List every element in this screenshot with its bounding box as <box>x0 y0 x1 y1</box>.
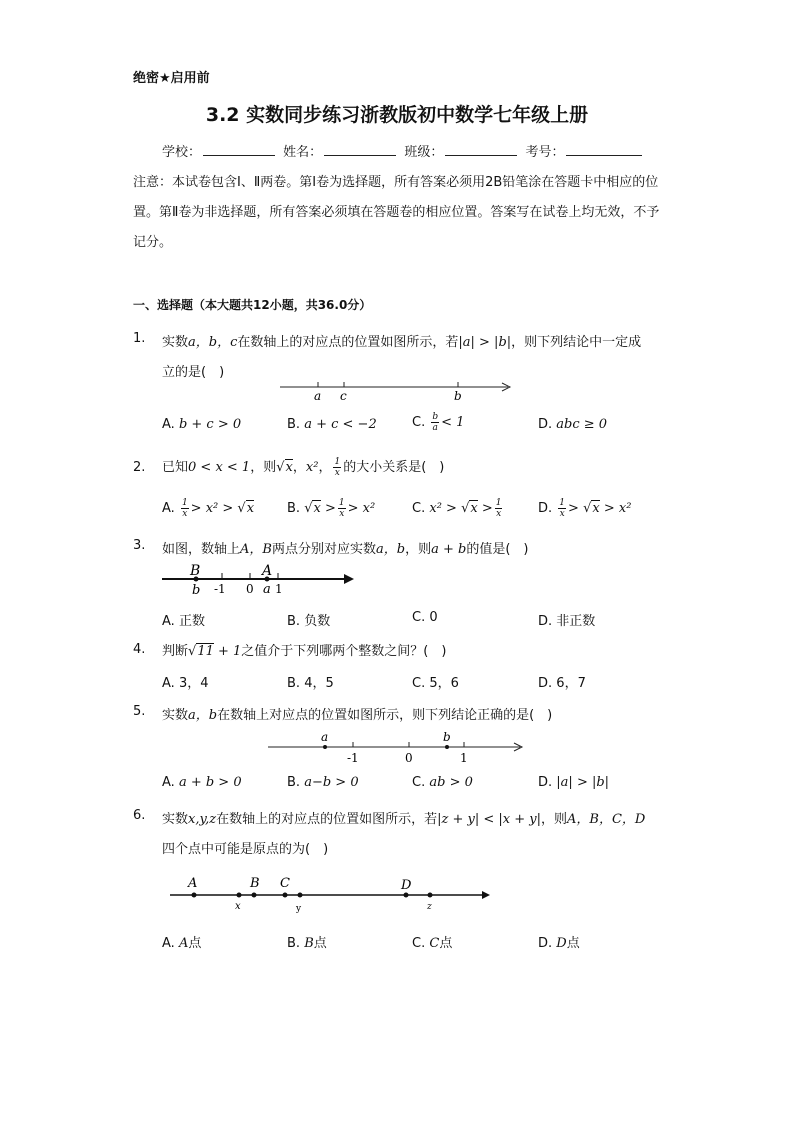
option-b[interactable]: B. B点 <box>287 936 327 951</box>
option-d[interactable]: D. |a| > |b| <box>538 775 610 790</box>
point-label-a: a <box>321 730 329 744</box>
point-label-A: A <box>188 876 198 891</box>
name-label: 姓名： <box>283 145 323 160</box>
axis-label-y: y <box>296 904 302 914</box>
question-number: 1. <box>133 331 146 346</box>
option-a[interactable]: A. a + b > 0 <box>162 775 242 790</box>
point-label-C: C <box>280 876 290 891</box>
option-c[interactable]: C. C点 <box>412 936 453 951</box>
question-text: 实数a，b在数轴上对应点的位置如图所示，则下列结论正确的是( ) <box>162 708 553 723</box>
option-a[interactable]: A. 3，4 <box>162 676 209 691</box>
option-b[interactable]: B. 4，5 <box>287 676 334 691</box>
school-label: 学校： <box>162 145 202 160</box>
question-text: 判断√11 + 1之值介于下列哪两个整数之间？( ) <box>162 644 447 659</box>
axis-label-z: z <box>427 902 432 912</box>
option-b[interactable]: B. 负数 <box>287 614 331 629</box>
axis-label-minus1: -1 <box>347 751 359 765</box>
question-number: 2. <box>133 460 146 475</box>
axis-label-c: c <box>340 389 347 403</box>
exam-notice: 注意：本试卷包含Ⅰ、Ⅱ两卷。第Ⅰ卷为选择题，所有答案必须用2B铅笔涂在答题卡中相应的位置。第Ⅱ卷为非选择题，所有答案必须填在答题卷的相应位置。答案写在试卷上均无效，不予记分。 <box>133 175 660 250</box>
option-b[interactable]: B. a−b > 0 <box>287 775 359 790</box>
option-c[interactable]: C. $\frac{b}{a}$ < 1 <box>412 412 465 433</box>
question-text: 已知0 < x < 1，则√x，x²， $\frac{1}{x}$ 的大小关系是( ) <box>162 457 445 478</box>
option-a[interactable]: A. $\frac{1}{x}$ > x² > √x <box>162 498 255 519</box>
axis-label-1: 1 <box>275 582 283 596</box>
point-label-B: B <box>190 563 201 579</box>
axis-label-1: 1 <box>460 751 468 765</box>
option-d[interactable]: D. D点 <box>538 936 580 951</box>
question-text-line2: 四个点中可能是原点的为( ) <box>162 842 329 857</box>
option-a[interactable]: A. 正数 <box>162 614 205 629</box>
exam-no-label: 考号： <box>525 145 565 160</box>
point-label-A: A <box>262 563 273 579</box>
axis-label-0: 0 <box>246 582 254 596</box>
option-c[interactable]: C. ab > 0 <box>412 775 473 790</box>
question-text: 实数a，b，c在数轴上的对应点的位置如图所示，若|a| > |b|，则下列结论中一定成 <box>162 335 642 350</box>
option-d[interactable]: D. 6，7 <box>538 676 586 691</box>
option-d[interactable]: D. 非正数 <box>538 614 596 629</box>
question-number: 3. <box>133 538 146 553</box>
option-c[interactable]: C. 5，6 <box>412 676 459 691</box>
question-text: 如图，数轴上A，B两点分别对应实数a，b，则a + b的值是( ) <box>162 542 529 557</box>
question-number: 4. <box>133 642 146 657</box>
secret-label: 绝密★启用前 <box>133 71 210 86</box>
axis-label-minus1: -1 <box>214 582 226 596</box>
option-b[interactable]: B. a + c < −2 <box>287 417 377 432</box>
axis-label-x: x <box>235 901 241 912</box>
option-d[interactable]: D. $\frac{1}{x}$ > √x > x² <box>538 498 632 519</box>
option-b[interactable]: B. √x > $\frac{1}{x}$ > x² <box>287 498 376 519</box>
option-a[interactable]: A. A点 <box>162 936 202 951</box>
option-d[interactable]: D. abc ≥ 0 <box>538 417 608 432</box>
axis-label-b: b <box>192 583 201 598</box>
page-title: 3.2 实数同步练习浙教版初中数学七年级上册 <box>205 104 589 126</box>
point-label-b: b <box>443 730 451 744</box>
axis-label-b: b <box>454 389 462 403</box>
axis-label-0: 0 <box>405 751 413 765</box>
axis-label-a: a <box>314 389 322 403</box>
question-text-line2: 立的是( ) <box>162 365 225 380</box>
point-label-B: B <box>250 876 260 891</box>
question-number: 6. <box>133 808 146 823</box>
option-c[interactable]: C. 0 <box>412 610 438 625</box>
axis-label-a: a <box>263 582 271 597</box>
question-text: 实数x,y,z在数轴上的对应点的位置如图所示，若|z + y| < |x + y|，则A，B，C，D <box>162 812 646 827</box>
class-label: 班级： <box>404 145 444 160</box>
section-heading: 一、选择题（本大题共12小题，共36.0分） <box>133 298 372 312</box>
option-c[interactable]: C. x² > √x > $\frac{1}{x}$ <box>412 498 502 519</box>
option-a[interactable]: A. b + c > 0 <box>162 417 242 432</box>
point-label-D: D <box>401 878 412 893</box>
question-number: 5. <box>133 704 146 719</box>
